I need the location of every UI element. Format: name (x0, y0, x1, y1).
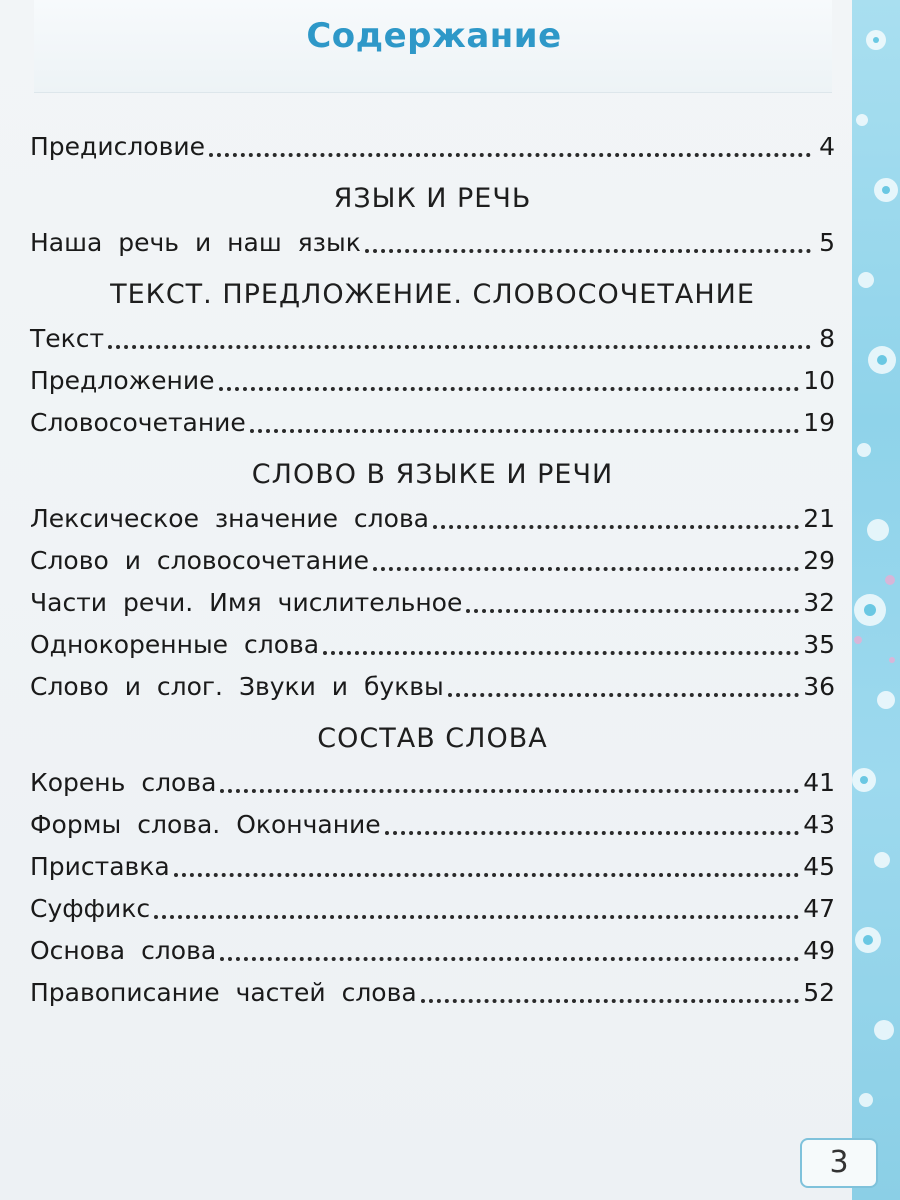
toc-entry-page: 8 (819, 324, 835, 353)
dot-leader (154, 914, 799, 919)
page-number: 3 (800, 1138, 878, 1188)
dot-leader (220, 788, 799, 793)
toc-entry-label: Лексическое значение слова (30, 504, 429, 533)
flower-pattern-icon (852, 0, 900, 1200)
dot-leader (373, 566, 799, 571)
toc-entry-page: 35 (803, 630, 835, 659)
toc-entry (30, 888, 835, 930)
toc-entry (30, 360, 835, 402)
dot-leader (323, 650, 799, 655)
table-of-contents (30, 126, 835, 1014)
toc-entry-page: 36 (803, 672, 835, 701)
toc-entry (30, 666, 835, 708)
toc-entry-page: 41 (803, 768, 835, 797)
section-heading: ЯЗЫК И РЕЧЬ (333, 183, 532, 214)
toc-entry-label: Правописание частей слова (30, 978, 417, 1007)
toc-entry-label: Слово и слог. Звуки и буквы (30, 672, 444, 701)
toc-entry (30, 318, 835, 360)
decorative-flower-strip (852, 0, 900, 1200)
toc-entry-label: Корень слова (30, 768, 217, 797)
toc-entry-page: 4 (819, 132, 835, 161)
toc-entry-label: Текст (30, 324, 105, 353)
toc-entry-label: Предисловие (30, 132, 205, 161)
dot-leader (421, 998, 800, 1003)
toc-entry-page: 43 (803, 810, 835, 839)
toc-entry (30, 540, 835, 582)
dot-leader (365, 248, 811, 253)
toc-entry-label: Части речи. Имя числительное (30, 588, 463, 617)
toc-entry (30, 762, 835, 804)
section-heading: ТЕКСТ. ПРЕДЛОЖЕНИЕ. СЛОВОСОЧЕТАНИЕ (110, 279, 755, 310)
toc-entry-page: 5 (819, 228, 835, 257)
section-heading: СОСТАВ СЛОВА (317, 723, 548, 754)
dot-leader (250, 428, 799, 433)
dot-leader (433, 524, 799, 529)
toc-entry-page: 52 (803, 978, 835, 1007)
toc-entry (30, 222, 835, 264)
toc-entry-page: 47 (803, 894, 835, 923)
dot-leader (209, 152, 811, 157)
toc-entry-page: 21 (803, 504, 835, 533)
dot-leader (220, 956, 799, 961)
toc-entry-label: Предложение (30, 366, 215, 395)
toc-entry-page: 19 (803, 408, 835, 437)
toc-entry-page: 32 (803, 588, 835, 617)
toc-entry-label: Наша речь и наш язык (30, 228, 361, 257)
toc-entry-label: Словосочетание (30, 408, 246, 437)
toc-entry-label: Формы слова. Окончание (30, 810, 381, 839)
toc-entry-label: Суффикс (30, 894, 151, 923)
dot-leader (174, 872, 799, 877)
toc-entry (30, 804, 835, 846)
toc-entry (30, 930, 835, 972)
dot-leader (385, 830, 800, 835)
toc-entry-page: 10 (803, 366, 835, 395)
toc-entry-label: Однокоренные слова (30, 630, 320, 659)
toc-entry (30, 846, 835, 888)
dot-leader (108, 344, 811, 349)
toc-entry-page: 49 (803, 936, 835, 965)
toc-entry (30, 402, 835, 444)
toc-entry (30, 126, 835, 168)
dot-leader (466, 608, 799, 613)
toc-entry-label: Основа слова (30, 936, 217, 965)
toc-entry-label: Приставка (30, 852, 170, 881)
toc-entry (30, 972, 835, 1014)
toc-entry-page: 45 (803, 852, 835, 881)
toc-entry (30, 498, 835, 540)
section-heading: СЛОВО В ЯЗЫКЕ И РЕЧИ (251, 459, 614, 490)
toc-entry-page: 29 (803, 546, 835, 575)
dot-leader (219, 386, 800, 391)
page-title: Содержание (306, 16, 562, 56)
toc-entry-label: Слово и словосочетание (30, 546, 369, 575)
toc-entry (30, 582, 835, 624)
toc-entry (30, 624, 835, 666)
dot-leader (448, 692, 799, 697)
